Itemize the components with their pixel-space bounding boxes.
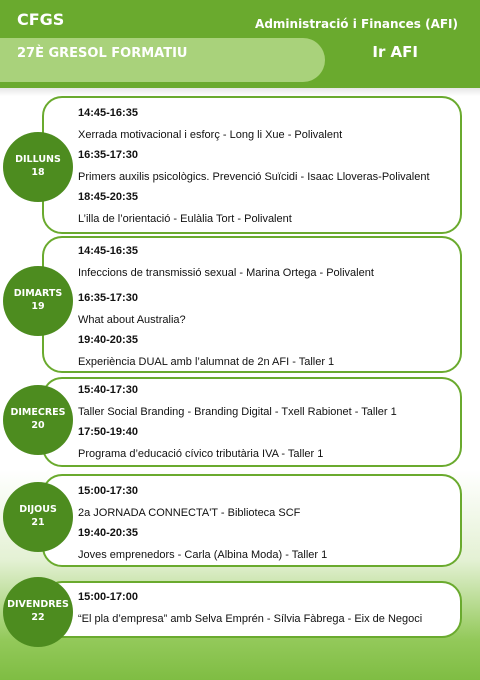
cfgs-label: CFGS (17, 10, 65, 29)
day-name: DILLUNS (15, 154, 61, 166)
header-banner (0, 0, 480, 88)
day-number: 20 (31, 420, 45, 431)
day-name: DIMARTS (13, 288, 63, 300)
session-title: Xerrada motivacional i esforç - Long li Xue - Polivalent (78, 129, 343, 141)
session-title: Taller Social Branding - Branding Digital - Txell Rabionet - Taller 1 (78, 406, 397, 418)
day-name: DIMECRES (10, 407, 66, 419)
session-title: Programa d’educació cívico tributària IVA - Taller 1 (78, 448, 324, 460)
session-title: Primers auxilis psicològics. Prevenció Suïcidi - Isaac Lloveras-Polivalent (78, 171, 430, 183)
day-name: DIJOUS (19, 504, 57, 516)
session-title: Infeccions de transmissió sexual - Marina Ortega - Polivalent (78, 267, 374, 279)
day-badge-thursday (3, 482, 73, 552)
session-time: 17:50-19:40 (78, 426, 138, 438)
session-title: Joves emprenedors - Carla (Albina Moda) - Taller 1 (78, 549, 328, 561)
department-title: Administració i Finances (AFI) (255, 17, 458, 31)
session-time: 19:40-20:35 (78, 527, 138, 539)
day-number: 18 (31, 167, 45, 178)
session-time: 19:40-20:35 (78, 334, 138, 346)
session-time: 16:35-17:30 (78, 292, 138, 304)
day-badge-wednesday (3, 385, 73, 455)
session-title: 2a JORNADA CONNECTA'T - Biblioteca SCF (78, 507, 301, 519)
session-time: 14:45-16:35 (78, 245, 138, 257)
session-time: 18:45-20:35 (78, 191, 138, 203)
edition-title: 27È GRESOL FORMATIU (17, 46, 188, 61)
day-card-friday (42, 581, 462, 638)
session-time: 15:00-17:30 (78, 485, 138, 497)
group-label: Ir AFI (372, 43, 418, 61)
session-title: “El pla d’empresa” amb Selva Emprén - Sílvia Fàbrega - Eix de Negoci (78, 613, 423, 625)
session-time: 16:35-17:30 (78, 149, 138, 161)
day-badge-monday (3, 132, 73, 202)
day-number: 21 (31, 517, 45, 528)
session-title: L’illa de l’orientació - Eulàlia Tort - Polivalent (78, 213, 292, 225)
day-name: DIVENDRES (7, 599, 69, 611)
day-badge-friday (3, 577, 73, 647)
session-time: 14:45-16:35 (78, 107, 138, 119)
day-badge-tuesday (3, 266, 73, 336)
session-title: What about Australia? (78, 314, 186, 326)
session-title: Experiència DUAL amb l’alumnat de 2n AFI - Taller 1 (78, 356, 335, 368)
session-time: 15:40-17:30 (78, 384, 138, 396)
session-time: 15:00-17:00 (78, 591, 138, 603)
day-number: 22 (31, 612, 45, 623)
day-number: 19 (31, 301, 45, 312)
header-divider (0, 88, 480, 96)
